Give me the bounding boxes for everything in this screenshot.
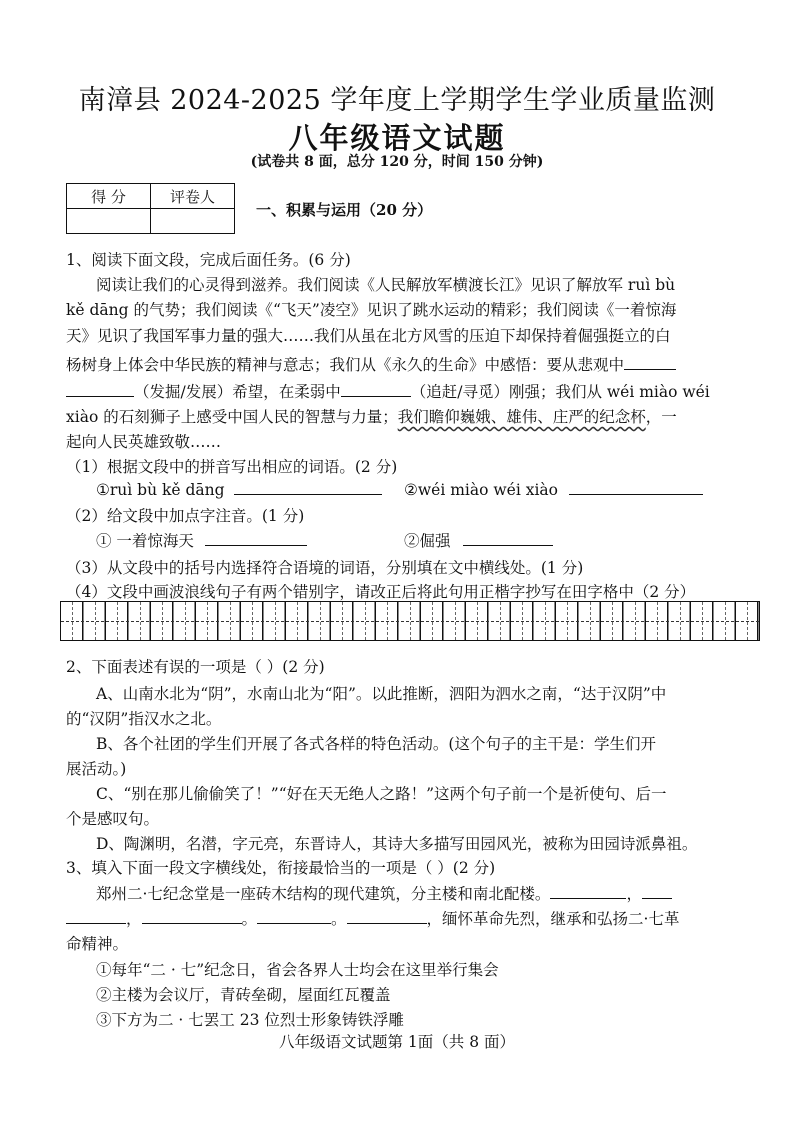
q1-para-line: 天》见识了我国军事力量的强大……我们从虽在北方风雪的压迫下却保持着倔强挺立的白	[66, 327, 671, 345]
q2-option-b: B、各个社团的学生们开展了各式各样的特色活动。(这个句子的主干是：学生们开	[96, 735, 656, 753]
grid-cell-guide	[140, 602, 141, 640]
grid-cell-guide	[725, 602, 726, 640]
q3-stem: 3、填入下面一段文字横线处，衔接最恰当的一项是（ ）(2 分)	[66, 859, 496, 877]
q3-passage-text: ，缅怀革命先烈，继承和弘扬二·七革	[426, 910, 680, 928]
grid-cell-guide	[320, 602, 321, 640]
subject-title: 八年级语文试题	[288, 121, 506, 155]
q1-para-line: kě dāng 的气势；我们阅读《“飞天”凌空》见识了跳水运动的精彩；我们阅读《一着惊海	[66, 301, 677, 319]
q3-option-3: ③下方为二 · 七罢工 23 位烈士形象铸铁浮雕	[96, 1011, 404, 1029]
answer-blank[interactable]	[234, 480, 382, 495]
grid-cell-guide	[185, 602, 186, 640]
q1-para-line	[66, 380, 710, 402]
q3-passage-line: 命精神。	[66, 935, 129, 953]
score-header: 得 分	[67, 184, 151, 209]
exam-title: 南漳县 2024-2025 学年度上学期学生学业质量监测	[78, 85, 716, 116]
q2-option-d: D、陶渊明，名潜，字元亮，东晋诗人，其诗大多描写田园风光，被称为田园诗派鼻祖。	[96, 835, 698, 853]
score-cell[interactable]	[67, 209, 151, 234]
q1-para-text: （发掘/发展）希望，在柔弱中	[134, 383, 341, 401]
q1-sub4: （4）文段中画波浪线句子有两个错别字，请改正后将此句用正楷字抄写在田字格中（2 分）	[66, 583, 696, 601]
exam-info: (试卷共 8 面，总分 120 分，时间 150 分钟)	[250, 154, 544, 170]
answer-blank[interactable]	[569, 480, 703, 495]
q3-passage-line	[96, 882, 672, 904]
fill-blank[interactable]	[66, 909, 126, 924]
page-footer: 八年级语文试题第 1面（共 8 面）	[278, 1033, 515, 1051]
q2-option-c: C、“别在那儿偷偷笑了！”“好在天无绝人之路！”这两个句子前一个是祈使句、后一	[96, 785, 667, 803]
q1-para-line: 阅读让我们的心灵得到滋养。我们阅读《人民解放军横渡长江》见识了解放军 ruì bù	[96, 276, 676, 294]
grid-cell-guide	[117, 602, 118, 640]
wavy-underlined-sentence: 我们瞻仰巍娥、雄伟、庄严的纪念杯	[397, 408, 646, 426]
grader-cell[interactable]	[151, 209, 235, 234]
fill-blank[interactable]	[66, 382, 134, 397]
grid-cell-guide	[500, 602, 501, 640]
q1-sub1: （1）根据文段中的拼音写出相应的词语。(2 分)	[66, 458, 398, 476]
q1-para-text: 杨树身上体会中华民族的精神与意志；我们从《永久的生命》中感悟：要从悲观中	[66, 356, 625, 374]
q1-para-line: 起向人民英雄致敬……	[66, 433, 222, 451]
q1-para-line	[66, 353, 676, 375]
fill-blank[interactable]	[347, 909, 427, 924]
fill-blank[interactable]	[642, 884, 672, 899]
pinyin-a: ①ruì bù kě dāng	[96, 481, 225, 499]
grid-cell-guide	[455, 602, 456, 640]
fill-blank[interactable]	[624, 355, 676, 370]
grid-cell-guide	[252, 602, 253, 640]
q1-sub1-a	[96, 480, 382, 499]
q2-stem: 2、下面表述有误的一项是（ ）(2 分)	[66, 658, 325, 676]
q2-option-b-cont: 展活动。)	[66, 760, 127, 778]
grid-cell-guide	[545, 602, 546, 640]
tianzige-grid[interactable]	[60, 601, 760, 641]
pinyin-b: ②wéi miào wéi xiào	[404, 481, 558, 499]
q1-para-text: xiào 的石刻狮子上感受中国人民的智慧与力量；	[66, 408, 398, 426]
answer-blank[interactable]	[463, 531, 553, 546]
grid-cell-guide	[162, 602, 163, 640]
section-heading: 一、积累与运用（20 分）	[256, 201, 433, 219]
q1-sub1-b	[404, 480, 703, 499]
q3-option-1: ①每年“二 · 七”纪念日，省会各界人士均会在这里举行集会	[96, 961, 499, 979]
grid-cell-guide	[410, 602, 411, 640]
grid-cell-guide	[95, 602, 96, 640]
fill-blank[interactable]	[341, 382, 411, 397]
score-table	[66, 183, 235, 234]
q1-para-text: （追赶/寻觅）刚强；我们从 wéi miào wéi	[410, 383, 710, 401]
grid-cell-guide	[275, 602, 276, 640]
q3-option-2: ②主楼为会议厅，青砖垒砌，屋面红瓦覆盖	[96, 986, 391, 1004]
fill-blank[interactable]	[550, 884, 626, 899]
grid-cell-guide	[387, 602, 388, 640]
q2-option-a-cont: 的“汉阴”指汉水之北。	[66, 710, 222, 728]
grid-cell-guide	[680, 602, 681, 640]
grid-cell-guide	[657, 602, 658, 640]
grid-cell-guide	[567, 602, 568, 640]
q1-sub2-a	[96, 529, 307, 551]
q1-stem: 1、阅读下面文段，完成后面任务。(6 分)	[66, 251, 351, 269]
grid-cell-guide	[590, 602, 591, 640]
q1-sub3: （3）从文段中的括号内选择符合语境的词语，分别填在文中横线处。(1 分)	[66, 559, 584, 577]
q1-sub2: （2）给文段中加点字注音。(1 分)	[66, 507, 305, 525]
q3-passage-text: 郑州二·七纪念堂是一座砖木结构的现代建筑，分主楼和南北配楼。	[96, 885, 551, 903]
q3-passage-line: ， 。 。 ，缅怀革命先烈，继承和弘扬二·七革	[66, 907, 679, 929]
q2-option-c-cont: 个是感叹句。	[66, 810, 160, 828]
grid-cell-guide	[207, 602, 208, 640]
grid-cell-guide	[747, 602, 748, 640]
grid-cell-guide	[635, 602, 636, 640]
grid-cell-guide	[612, 602, 613, 640]
grader-header: 评卷人	[151, 184, 235, 209]
grid-cell-guide	[522, 602, 523, 640]
punct: ，	[626, 885, 642, 903]
fill-blank[interactable]	[142, 909, 242, 924]
grid-cell-guide	[297, 602, 298, 640]
grid-cell-guide	[477, 602, 478, 640]
grid-cell-guide	[365, 602, 366, 640]
q2-option-a: A、山南水北为“阴”，水南山北为“阳”。以此推断，泗阳为泗水之南，“达于汉阴”中	[96, 685, 667, 703]
answer-blank[interactable]	[205, 531, 307, 546]
grid-cell-guide	[230, 602, 231, 640]
char-a: ① 一着惊海天	[96, 532, 194, 550]
grid-cell-guide	[342, 602, 343, 640]
q1-para-line	[66, 405, 677, 427]
q1-sub2-b	[404, 529, 553, 551]
fill-blank[interactable]	[257, 909, 331, 924]
grid-cell-guide	[72, 602, 73, 640]
char-b: ②倔强	[404, 532, 451, 550]
grid-cell-guide	[432, 602, 433, 640]
q1-para-text: ，一	[645, 408, 677, 426]
grid-cell-guide	[702, 602, 703, 640]
